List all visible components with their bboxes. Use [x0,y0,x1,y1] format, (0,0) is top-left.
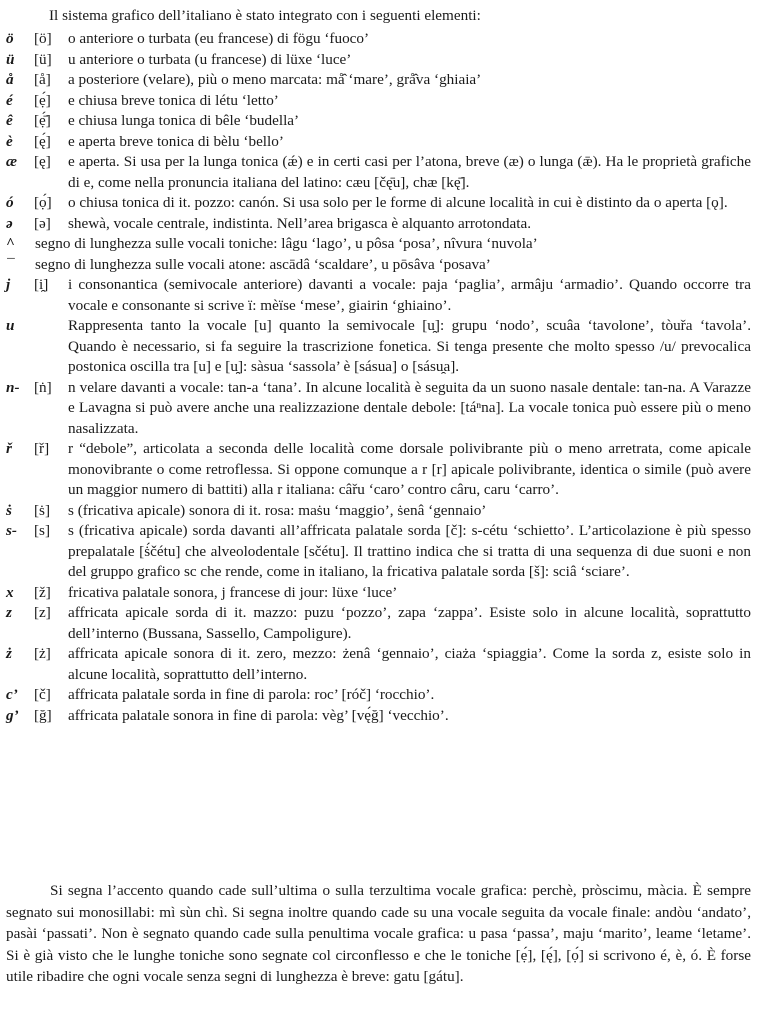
symbol-entry [0,152,759,193]
grapheme-symbol: ó [6,194,14,211]
symbol-entry [0,111,759,132]
symbol-description: n velare davanti a vocale: tan-a ‘tana’. In alcune località è seguita da un suono nasale dentale: tan-na. A Varazze e Lavagna si può avere anche una realizzazione dentale debole: [táⁿna]. La vocale tonica può essere più o meno nasalizzata. [68,378,751,437]
phonetic-value: [ę́] [34,132,51,150]
symbol-entry [0,214,759,235]
phonetic-value: [ọ́] [34,194,52,211]
symbol-description: i consonantica (semivocale anteriore) davanti a vocale: paja ‘paglia’, armâju ‘armadio’. Quando occorre tra vocale e consonante si scrive ï: mèïse ‘mese’, giairin ‘ghiaino’. [68,276,751,314]
symbol-entry [0,644,759,685]
symbol-entry [0,603,759,644]
symbol-description: affricata palatale sorda in fine di parola: roc’ [róč] ‘rocchio’. [68,686,435,703]
grapheme-symbol: ř [6,440,12,457]
symbol-description: r “debole”, articolata a seconda delle località come dorsale polivibrante più o meno arretrata, come apicale monovibrante o come retroflessa. Si oppone comunque a r [r] apicale polivibrante, identica o simile (può avere un maggior numero di battiti) alla r italiana: câřu ‘caro’ contro câru, caru ‘carro’. [68,440,751,498]
phonetic-value: [z] [34,604,51,621]
phonetic-value: [å] [34,71,51,88]
phonetic-value: [ẹ̄́] [34,112,51,129]
grapheme-symbol: æ [6,153,17,170]
grapheme-symbol: ö [6,30,14,47]
grapheme-symbol: ^ [6,235,15,252]
grapheme-symbol: g’ [6,706,19,724]
grapheme-symbol: n- [6,378,20,396]
grapheme-symbol: ż [6,645,12,662]
symbol-entry [0,91,759,112]
grapheme-symbol: å [6,71,14,88]
phonetic-value: [ẹ́] [34,91,51,109]
symbol-description: e aperta. Si usa per la lunga tonica (ǽ) e in certi casi per l’atona, breve (æ) o lunga (ǣ). Ha le proprietà grafiche di e, come nella pronuncia italiana del latino: cæu [čę̄u], chæ [kę̄]. [68,153,751,191]
symbol-entry [0,316,759,378]
symbol-entry [0,29,759,50]
symbol-description: segno di lunghezza sulle vocali toniche: lâgu ‘lago’, u pôsa ‘posa’, nîvura ‘nuvola’ [35,235,538,252]
phonetic-value: [č] [34,686,51,703]
phonetic-value: [ü] [34,50,52,68]
symbol-entry [0,583,759,604]
grapheme-symbol: x [6,583,14,601]
grapheme-symbol: u [6,317,15,334]
symbol-entry [0,70,759,91]
accent-paragraph: Si segna l’accento quando cade sull’ultima o sulla terzultima vocale grafica: perchè, pròscimu, màcia. È sempre segnato sui monosillabi: mì sùn chì. Si segna inoltre quando cade su una vocale seguita da vocale finale: andòu ‘andato’, pasài ‘passati’. Non è segnato quando cade sulla penultima vocale grafica: u pasa ‘passa’, maju ‘marito’, leame ‘letame’. Si è già visto che le lunghe toniche sono segnate col circonflesso e che le toniche [ẹ́], [ę́], [ọ́] si scrivono é, è, ó. È forse utile ribadire che ogni vocale senza segni di lunghezza è breve: gatu [gátu]. [6,882,751,985]
symbol-entry [0,501,759,522]
symbol-entry [0,255,759,276]
phonetic-value: [ę] [34,153,51,170]
grapheme-symbol: c’ [6,686,18,703]
symbol-entry [0,50,759,71]
symbol-description: o chiusa tonica di it. pozzo: canón. Si usa solo per le forme di alcune località in cui è distinto da o aperta [ǫ]. [68,194,728,211]
symbol-entry [0,275,759,316]
grapheme-symbol: é [6,91,13,109]
intro-line: Il sistema grafico dell’italiano è stato integrato con i seguenti elementi: [49,7,481,24]
symbol-description: e chiusa breve tonica di létu ‘letto’ [68,91,279,109]
symbol-description: affricata palatale sonora in fine di parola: vèg’ [vę́ğ] ‘vecchio’. [68,706,449,724]
symbol-entry [0,439,759,501]
symbol-entry [0,521,759,583]
phonetic-value: [ğ] [34,706,52,724]
symbol-description: e chiusa lunga tonica di bêle ‘budella’ [68,112,300,129]
grapheme-symbol: j [6,276,11,293]
phonetic-value: [i̯] [34,276,49,293]
symbol-description: segno di lunghezza sulle vocali atone: ascādâ ‘scaldare’, u pōsâva ‘posava’ [35,255,491,273]
grapheme-symbol: z [6,604,12,621]
symbol-list [0,29,759,726]
symbol-description: s (fricativa apicale) sonora di it. rosa: maṡu ‘maggio’, ṡenâ ‘gennaio’ [68,501,487,519]
symbol-description: shewà, vocale centrale, indistinta. Nell’area brigasca è alquanto arrotondata. [68,214,532,232]
symbol-description: a posteriore (velare), più o meno marcata: må̂ ‘mare’, grå̂va ‘ghiaia’ [68,71,482,88]
symbol-description: u anteriore o turbata (u francese) di lüxe ‘luce’ [68,50,352,68]
symbol-entry [0,234,759,255]
symbol-entry [0,132,759,153]
phonetic-value: [ö] [34,30,52,47]
symbol-entry [0,685,759,706]
symbol-description: e aperta breve tonica di bèlu ‘bello’ [68,132,284,150]
symbol-entry [0,193,759,214]
phonetic-value: [ṅ] [34,378,52,396]
symbol-entry [0,378,759,440]
phonetic-value: [ż] [34,645,51,662]
grapheme-symbol: ṡ [6,501,12,519]
grapheme-symbol: è [6,132,13,150]
grapheme-symbol: ə [6,214,13,232]
grapheme-symbol: s- [6,522,17,539]
symbol-description: affricata apicale sonora di it. zero, mezzo: żenâ ‘gennaio’, ciaża ‘spiaggia’. Come la sorda z, esiste solo in alcune località, soprattutto dell’interno. [68,645,751,683]
grapheme-symbol: ¯ [6,255,14,273]
symbol-description: Rappresenta tanto la vocale [u] quanto la semivocale [u̯]: grupu ‘nodo’, scuâa ‘tavolone’, tòuřa ‘tavola’. Quando è necessario, si fa seguire la trascrizione fonetica. Si tenga presente che molto spesso /u/ prevocalica postonica oscilla tra [u] e [u̯]: sàsua ‘sassola’ è [sásua] o [sásu̯a]. [68,317,751,375]
symbol-description: s (fricativa apicale) sorda davanti all’affricata palatale sorda [č]: s-cétu ‘schietto’. L’articolazione è più spesso prepalatale [ṡ́čétu] che alveolodentale [sčétu]. Il trattino indica che si tratta di una sequenza di due suoni e non del gruppo grafico sc che rende, come in italiano, la fricativa palatale sorda [š]: sciâ ‘sciare’. [68,522,751,580]
symbol-description: fricativa palatale sonora, j francese di jour: lüxe ‘luce’ [68,583,398,601]
symbol-description: o anteriore o turbata (eu francese) di fögu ‘fuoco’ [68,30,370,47]
grapheme-symbol: ü [6,50,15,68]
phonetic-value: [ṡ] [34,501,51,519]
symbol-description: affricata apicale sorda di it. mazzo: puzu ‘pozzo’, zapa ‘zappa’. Esiste solo in alcune località, soprattutto dell’interno (Bussana, Sassello, Campoligure). [68,604,751,642]
phonetic-value: [s] [34,522,51,539]
phonetic-value: [ř] [34,440,50,457]
phonetic-value: [ə] [34,214,51,232]
grapheme-symbol: ê [6,112,13,129]
symbol-entry [0,706,759,727]
phonetic-value: [ž] [34,583,51,601]
